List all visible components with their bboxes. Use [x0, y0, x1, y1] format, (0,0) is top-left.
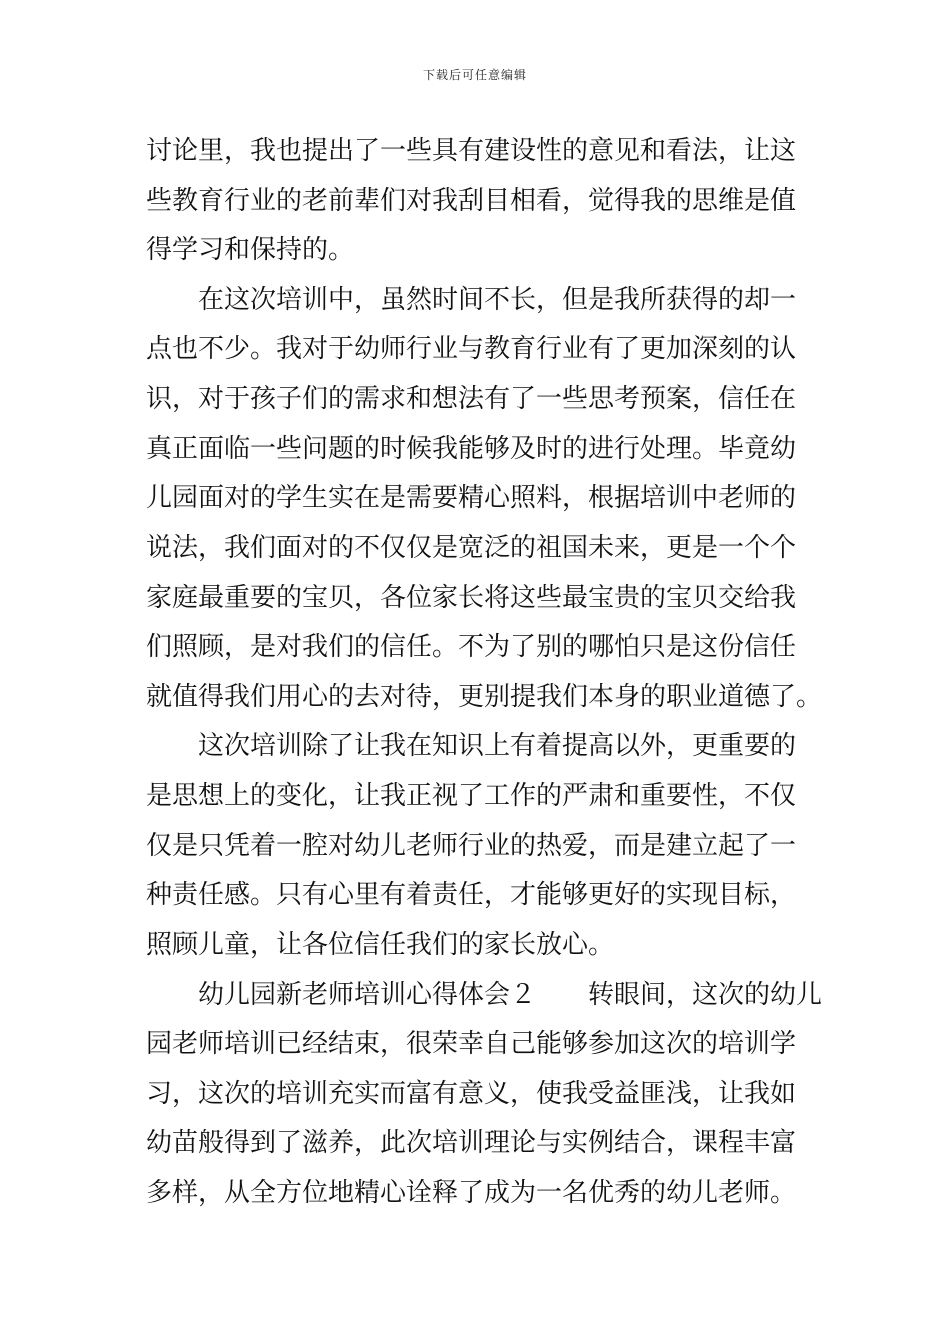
- paragraph-line: 习，这次的培训充实而富有意义，使我受益匪浅，让我如: [146, 1079, 797, 1109]
- paragraph-line: 家庭最重要的宝贝，各位家长将这些最宝贵的宝贝交给我: [146, 583, 797, 613]
- paragraph-line: 真正面临一些问题的时候我能够及时的进行处理。毕竟幼: [146, 434, 797, 464]
- paragraph-line: 些教育行业的老前辈们对我刮目相看，觉得我的思维是值: [146, 186, 797, 216]
- paragraph-line: 就值得我们用心的去对待，更别提我们本身的职业道德了。: [146, 682, 823, 712]
- paragraph-line: 识，对于孩子们的需求和想法有了一些思考预案，信任在: [146, 384, 797, 414]
- paragraph-line: 幼儿园新老师培训心得体会２ 转眼间，这次的幼儿: [198, 980, 823, 1010]
- paragraph-line: 园老师培训已经结束，很荣幸自己能够参加这次的培训学: [146, 1029, 797, 1059]
- paragraph-line: 照顾儿童，让各位信任我们的家长放心。: [146, 930, 615, 960]
- paragraph-line: 们照顾，是对我们的信任。不为了别的哪怕只是这份信任: [146, 632, 797, 662]
- header-note: 下载后可任意编辑: [422, 68, 527, 82]
- paragraph-line: 种责任感。只有心里有着责任，才能够更好的实现目标，: [146, 880, 797, 910]
- paragraph-line: 在这次培训中，虽然时间不长，但是我所获得的却一: [198, 285, 797, 315]
- paragraph-line: 这次培训除了让我在知识上有着提高以外，更重要的: [198, 731, 797, 761]
- paragraph-line: 说法，我们面对的不仅仅是宽泛的祖国未来，更是一个个: [146, 533, 797, 563]
- paragraph-line: 幼苗般得到了滋养，此次培训理论与实例结合，课程丰富: [146, 1128, 797, 1158]
- paragraph-line: 讨论里，我也提出了一些具有建设性的意见和看法，让这: [146, 136, 797, 166]
- paragraph-line: 点也不少。我对于幼师行业与教育行业有了更加深刻的认: [146, 334, 797, 364]
- paragraph-line: 儿园面对的学生实在是需要精心照料，根据培训中老师的: [146, 483, 797, 513]
- paragraph-line: 得学习和保持的。: [146, 235, 355, 265]
- paragraph-line: 仅是只凭着一腔对幼儿老师行业的热爱，而是建立起了一: [146, 831, 797, 861]
- paragraph-line: 多样，从全方位地精心诠释了成为一名优秀的幼儿老师。: [146, 1178, 797, 1208]
- paragraph-line: 是思想上的变化，让我正视了工作的严肃和重要性，不仅: [146, 781, 797, 811]
